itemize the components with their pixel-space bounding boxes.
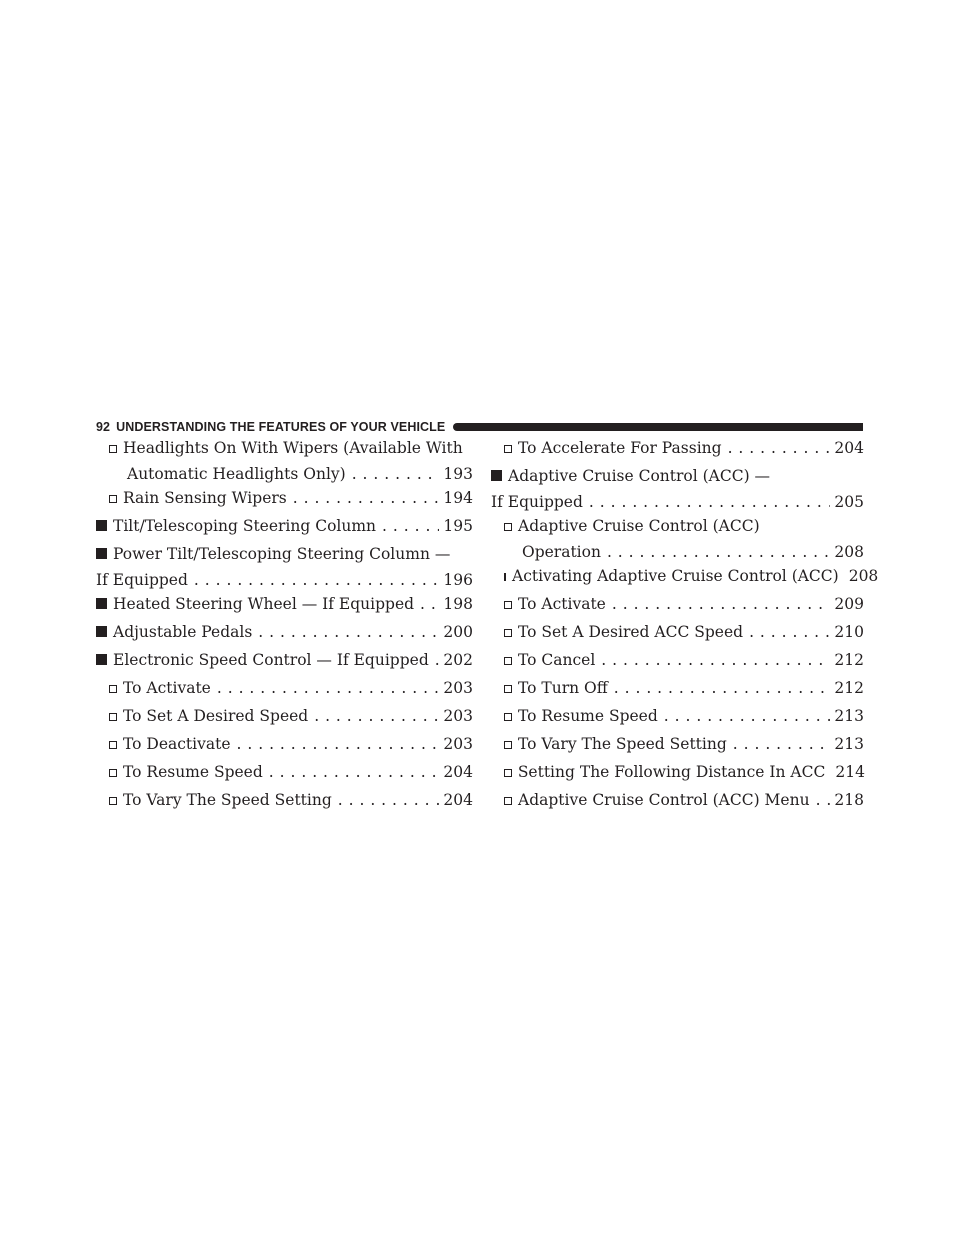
open-square-bullet-icon — [504, 601, 512, 609]
leader-dots — [435, 650, 440, 670]
toc-entry-title: Headlights On With Wipers (Available With — [123, 439, 463, 457]
toc-entry-title: Heated Steering Wheel — If Equipped — [113, 595, 415, 613]
toc-entry[interactable] — [96, 762, 473, 782]
toc-entry-title: To Deactivate — [123, 735, 231, 753]
toc-entry-title: To Resume Speed — [123, 763, 263, 781]
toc-entry-title: Rain Sensing Wipers — [123, 489, 287, 507]
leader-dots — [352, 464, 440, 484]
toc-entry[interactable] — [491, 594, 864, 614]
toc-entry[interactable] — [96, 622, 473, 642]
toc-entry[interactable] — [96, 678, 473, 698]
open-square-bullet-icon — [504, 445, 512, 453]
open-square-bullet-icon — [504, 713, 512, 721]
toc-entry[interactable] — [96, 790, 473, 810]
toc-page-number: 205 — [834, 493, 864, 511]
open-square-bullet-icon — [109, 685, 117, 693]
toc-entry-title: To Set A Desired Speed — [123, 707, 309, 725]
toc-entry-title: Tilt/Telescoping Steering Column — [113, 517, 377, 535]
open-square-bullet-icon — [109, 769, 117, 777]
toc-entry-title: Power Tilt/Telescoping Steering Column — — [113, 545, 451, 563]
open-square-bullet-icon — [109, 797, 117, 805]
toc-entry[interactable] — [96, 516, 473, 536]
leader-dots — [217, 678, 440, 698]
toc-entry[interactable] — [491, 566, 879, 586]
toc-entry-title: To Activate — [123, 679, 211, 697]
toc-page-number: 204 — [443, 791, 473, 809]
toc-page-number: 204 — [834, 439, 864, 457]
toc-page-number: 194 — [443, 489, 473, 507]
leader-dots — [338, 790, 440, 810]
toc-page-number: 218 — [834, 791, 864, 809]
open-square-bullet-icon — [504, 523, 512, 531]
toc-page-number: 210 — [834, 623, 864, 641]
leader-dots — [601, 650, 830, 670]
toc-page-number: 208 — [848, 567, 879, 585]
open-square-bullet-icon — [109, 713, 117, 721]
toc-entry-title: To Vary The Speed Setting — [518, 735, 727, 753]
toc-entry-title-cont: If Equipped — [96, 571, 188, 589]
toc-page-number: 203 — [443, 679, 473, 697]
toc-entry-title: Activating Adaptive Cruise Control (ACC) — [512, 567, 839, 585]
toc-page-number: 193 — [443, 465, 473, 483]
toc-entry-title: To Accelerate For Passing — [518, 439, 722, 457]
toc-entry[interactable] — [96, 650, 473, 670]
open-square-bullet-icon — [504, 657, 512, 665]
open-square-bullet-icon — [504, 769, 512, 777]
toc-entry[interactable] — [96, 594, 473, 614]
filled-square-bullet-icon — [96, 598, 107, 609]
toc-page-number: 212 — [834, 651, 864, 669]
open-square-bullet-icon — [109, 741, 117, 749]
leader-dots — [269, 762, 440, 782]
toc-entry-title: Electronic Speed Control — If Equipped — [113, 651, 429, 669]
toc-entry[interactable] — [96, 706, 473, 726]
running-header — [96, 418, 863, 436]
toc-page-number: 202 — [443, 651, 473, 669]
leader-dots — [420, 594, 439, 614]
open-square-bullet-icon — [504, 573, 506, 581]
toc-entry-title: To Resume Speed — [518, 707, 658, 725]
toc-entry-title: To Vary The Speed Setting — [123, 791, 332, 809]
leader-dots — [614, 678, 831, 698]
toc-page-number: 203 — [443, 735, 473, 753]
filled-square-bullet-icon — [491, 470, 502, 481]
toc-entry-title: To Turn Off — [518, 679, 608, 697]
toc-entry[interactable] — [96, 544, 473, 590]
toc-entry-title: Adjustable Pedals — [113, 623, 253, 641]
toc-entry[interactable] — [491, 762, 864, 782]
filled-square-bullet-icon — [96, 654, 107, 665]
leader-dots — [314, 706, 439, 726]
toc-entry-title: To Set A Desired ACC Speed — [518, 623, 744, 641]
toc-entry-title: Adaptive Cruise Control (ACC) — [518, 517, 760, 535]
toc-entry[interactable] — [491, 790, 864, 810]
toc-entry[interactable] — [491, 650, 864, 670]
toc-page-number: 214 — [835, 763, 865, 781]
leader-dots — [237, 734, 440, 754]
toc-entry-title: To Activate — [518, 595, 606, 613]
header-rule — [453, 423, 863, 431]
toc-entry-title: Adaptive Cruise Control (ACC) — — [508, 467, 771, 485]
open-square-bullet-icon — [504, 741, 512, 749]
toc-entry[interactable] — [491, 734, 864, 754]
open-square-bullet-icon — [504, 797, 512, 805]
toc-entry[interactable] — [96, 438, 473, 484]
page-number: 92 — [96, 420, 111, 434]
toc-entry[interactable] — [491, 706, 864, 726]
filled-square-bullet-icon — [96, 520, 107, 531]
section-title: UNDERSTANDING THE FEATURES OF YOUR VEHICLE — [116, 420, 446, 434]
leader-dots — [749, 622, 830, 642]
toc-page-number: 195 — [443, 517, 473, 535]
toc-entry-title-cont: Automatic Headlights Only) — [127, 465, 346, 483]
leader-dots — [816, 790, 831, 810]
open-square-bullet-icon — [504, 685, 512, 693]
toc-entry[interactable] — [491, 466, 864, 512]
leader-dots — [728, 438, 831, 458]
toc-page-number: 209 — [834, 595, 864, 613]
filled-square-bullet-icon — [96, 626, 107, 637]
toc-entry-title-cont: Operation — [522, 543, 601, 561]
toc-page-number: 213 — [834, 735, 864, 753]
toc-page-number: 208 — [834, 543, 864, 561]
toc-page-number: 198 — [443, 595, 473, 613]
leader-dots — [607, 542, 830, 562]
toc-page-number: 203 — [443, 707, 473, 725]
toc-entry[interactable] — [491, 622, 864, 642]
leader-dots — [258, 622, 439, 642]
leader-dots — [664, 706, 831, 726]
toc-entry[interactable] — [96, 734, 473, 754]
toc-page-number: 204 — [443, 763, 473, 781]
leader-dots — [293, 488, 440, 508]
leader-dots — [589, 492, 831, 512]
filled-square-bullet-icon — [96, 548, 107, 559]
toc-page-number: 213 — [834, 707, 864, 725]
toc-entry[interactable] — [491, 516, 864, 562]
open-square-bullet-icon — [109, 495, 117, 503]
toc-entry[interactable] — [491, 678, 864, 698]
leader-dots — [612, 594, 831, 614]
leader-dots — [194, 570, 440, 590]
toc-entry-title: To Cancel — [518, 651, 596, 669]
toc-entry[interactable] — [491, 438, 864, 458]
open-square-bullet-icon — [109, 445, 117, 453]
leader-dots — [733, 734, 831, 754]
toc-page-number: 212 — [834, 679, 864, 697]
toc-entry-title: Adaptive Cruise Control (ACC) Menu — [518, 791, 810, 809]
open-square-bullet-icon — [504, 629, 512, 637]
toc-page-number: 196 — [443, 571, 473, 589]
leader-dots — [382, 516, 439, 536]
toc-entry-title-cont: If Equipped — [491, 493, 583, 511]
toc-entry-title: Setting The Following Distance In ACC — [517, 763, 826, 781]
toc-page-number: 200 — [443, 623, 473, 641]
toc-entry[interactable] — [96, 488, 473, 508]
